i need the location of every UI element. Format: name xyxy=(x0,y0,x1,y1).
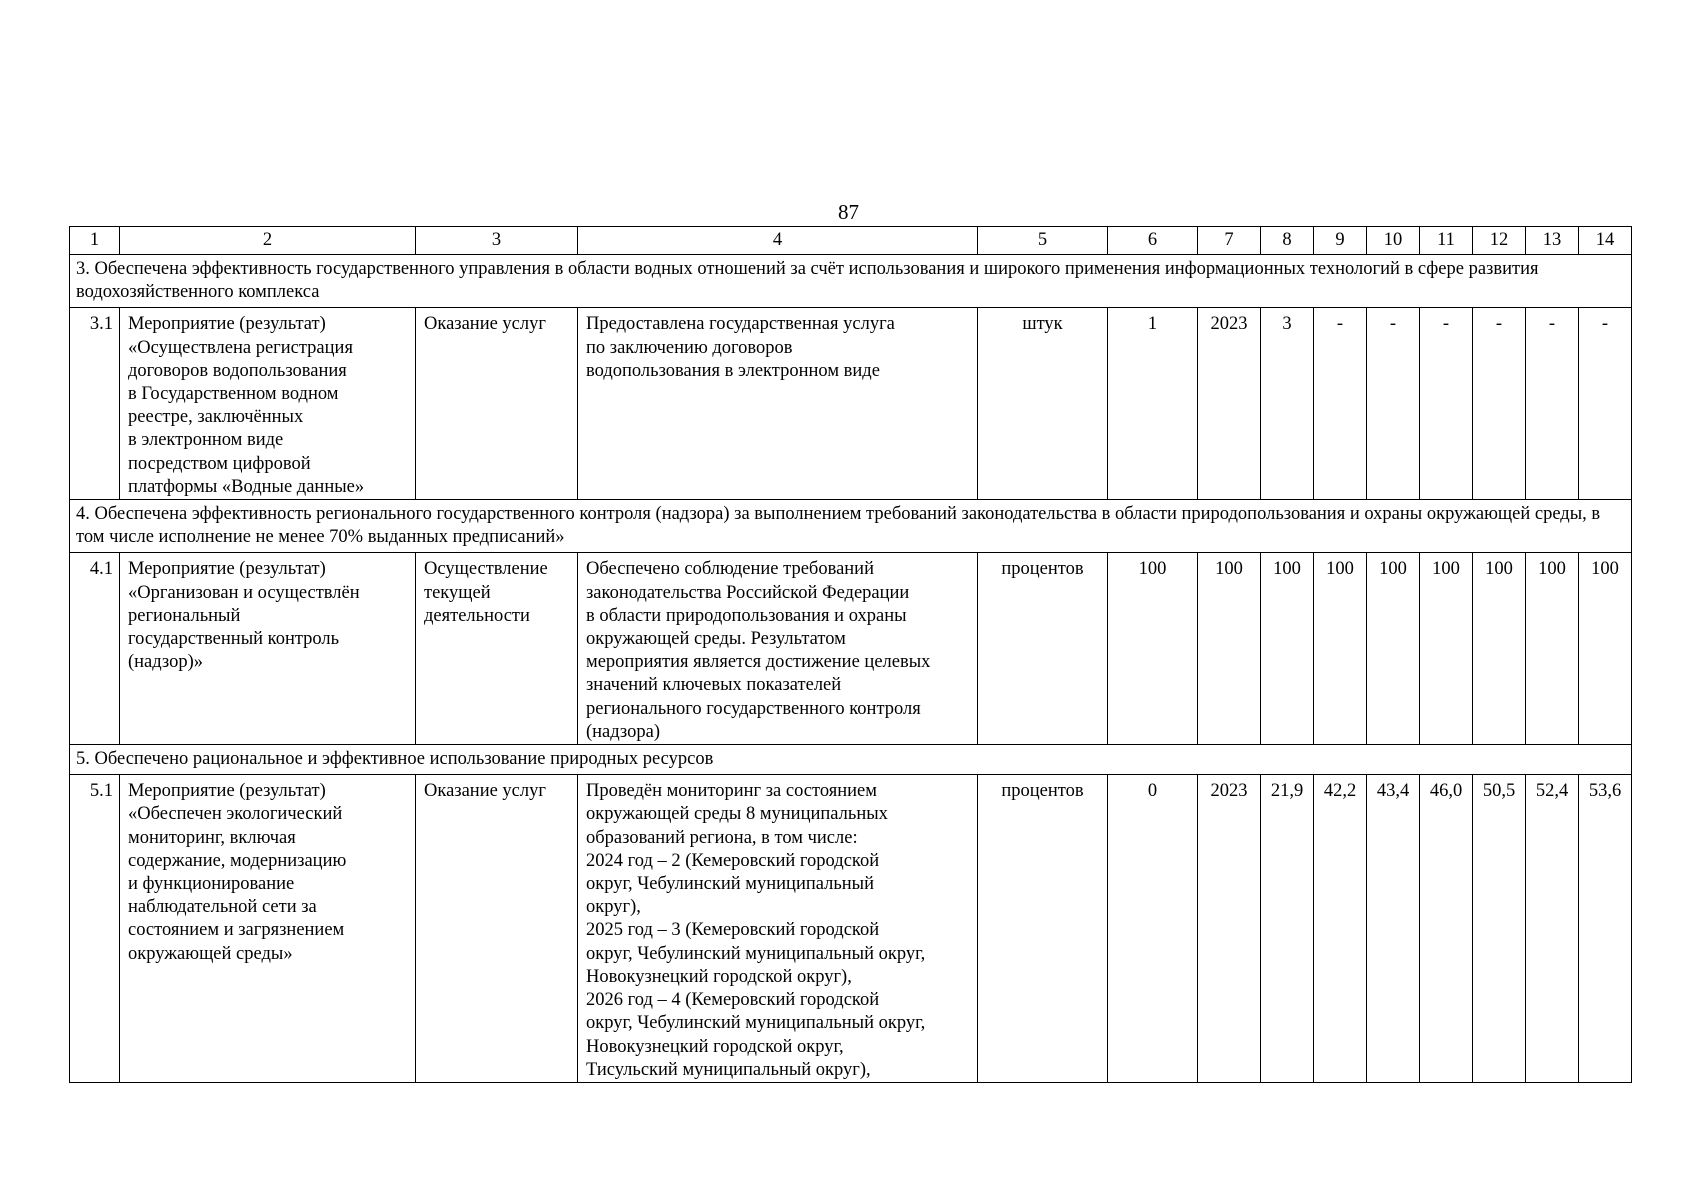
section-title: 4. Обеспечена эффективность регионального государственного контроля (надзора) за выполнением требований законодательства в области природопользования и охраны окружающей среды, в том числе исполнение не менее 70% выданных предписаний» xyxy=(70,500,1632,553)
base-year: 2023 xyxy=(1198,308,1261,500)
base-year: 100 xyxy=(1198,553,1261,745)
unit-of-measure: процентов xyxy=(978,553,1108,745)
unit-of-measure: штук xyxy=(978,308,1108,500)
measure-type: Оказание услуг xyxy=(416,308,578,500)
value-cell: 21,9 xyxy=(1261,775,1314,1083)
measure-type: Осуществление текущей деятельности xyxy=(416,553,578,745)
measure-name: Мероприятие (результат) «Осуществлена регистрация договоров водопользования в Государственном водном реестре, заключённых в электронном виде посредством цифровой платформы «Водные данные» xyxy=(120,308,416,500)
column-number-3: 3 xyxy=(416,227,578,255)
row-number: 5.1 xyxy=(70,775,120,1083)
column-number-12: 12 xyxy=(1473,227,1526,255)
value-cell: 50,5 xyxy=(1473,775,1526,1083)
column-number-13: 13 xyxy=(1526,227,1579,255)
table-row xyxy=(70,775,1632,1083)
measure-description: Предоставлена государственная услуга по заключению договоров водопользования в электронном виде xyxy=(578,308,978,500)
measure-name: Мероприятие (результат) «Организован и осуществлён региональный государственный контроль (надзор)» xyxy=(120,553,416,745)
row-number: 3.1 xyxy=(70,308,120,500)
base-year: 2023 xyxy=(1198,775,1261,1083)
measure-description: Обеспечено соблюдение требований законодательства Российской Федерации в области природопользования и охраны окружающей среды. Результатом мероприятия является достижение целевых значений ключевых показателей регионального государственного контроля (надзора) xyxy=(578,553,978,745)
value-cell: 100 xyxy=(1314,553,1367,745)
value-cell: 100 xyxy=(1367,553,1420,745)
section-heading-row xyxy=(70,745,1632,775)
section-title: 3. Обеспечена эффективность государственного управления в области водных отношений за счёт использования и широкого применения информационных технологий в сфере развития водохозяйственного комплекса xyxy=(70,255,1632,308)
base-value: 1 xyxy=(1108,308,1198,500)
table-header-row xyxy=(70,227,1632,255)
value-cell: 100 xyxy=(1420,553,1473,745)
column-number-2: 2 xyxy=(120,227,416,255)
value-cell: 43,4 xyxy=(1367,775,1420,1083)
column-number-6: 6 xyxy=(1108,227,1198,255)
measure-type: Оказание услуг xyxy=(416,775,578,1083)
measure-name: Мероприятие (результат) «Обеспечен экологический мониторинг, включая содержание, модернизацию и функционирование наблюдательной сети за состоянием и загрязнением окружающей среды» xyxy=(120,775,416,1083)
value-cell: 3 xyxy=(1261,308,1314,500)
table-row xyxy=(70,553,1632,745)
value-cell: 100 xyxy=(1526,553,1579,745)
section-title: 5. Обеспечено рациональное и эффективное использование природных ресурсов xyxy=(70,745,1632,775)
base-value: 0 xyxy=(1108,775,1198,1083)
section-heading-row xyxy=(70,255,1632,308)
table-row xyxy=(70,308,1632,500)
value-cell: 52,4 xyxy=(1526,775,1579,1083)
column-number-9: 9 xyxy=(1314,227,1367,255)
value-cell: - xyxy=(1367,308,1420,500)
column-number-10: 10 xyxy=(1367,227,1420,255)
value-cell: 53,6 xyxy=(1579,775,1632,1083)
base-value: 100 xyxy=(1108,553,1198,745)
unit-of-measure: процентов xyxy=(978,775,1108,1083)
value-cell: 42,2 xyxy=(1314,775,1367,1083)
column-number-1: 1 xyxy=(70,227,120,255)
column-number-11: 11 xyxy=(1420,227,1473,255)
indicators-table xyxy=(69,226,1632,1083)
value-cell: 100 xyxy=(1261,553,1314,745)
value-cell: 100 xyxy=(1579,553,1632,745)
column-number-4: 4 xyxy=(578,227,978,255)
column-number-7: 7 xyxy=(1198,227,1261,255)
value-cell: 100 xyxy=(1473,553,1526,745)
value-cell: - xyxy=(1473,308,1526,500)
page-number: 87 xyxy=(838,200,859,224)
column-number-5: 5 xyxy=(978,227,1108,255)
column-number-14: 14 xyxy=(1579,227,1632,255)
measure-description: Проведён мониторинг за состоянием окружающей среды 8 муниципальных образований региона, в том числе: 2024 год – 2 (Кемеровский городской округ, Чебулинский муниципальный округ), 2025 год – 3 (Кемеровский городской округ, Чебулинский муниципальный округ, Новокузнецкий городской округ), 2026 год – 4 (Кемеровский городской округ, Чебулинский муниципальный округ, Новокузнецкий городской округ, Тисульский муниципальный округ), xyxy=(578,775,978,1083)
value-cell: - xyxy=(1579,308,1632,500)
value-cell: - xyxy=(1420,308,1473,500)
value-cell: - xyxy=(1314,308,1367,500)
section-heading-row xyxy=(70,500,1632,553)
value-cell: 46,0 xyxy=(1420,775,1473,1083)
column-number-8: 8 xyxy=(1261,227,1314,255)
row-number: 4.1 xyxy=(70,553,120,745)
value-cell: - xyxy=(1526,308,1579,500)
